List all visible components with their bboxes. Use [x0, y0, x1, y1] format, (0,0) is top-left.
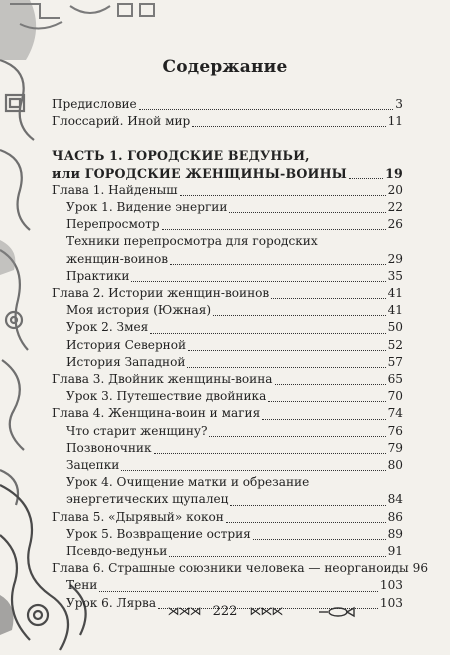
- footer-ornament-right-icon: ⋉⋉⋉: [249, 604, 283, 618]
- toc-entry-title-line-1: Техники перепросмотра для городских: [66, 234, 318, 249]
- dot-leader: [275, 383, 386, 385]
- dot-leader: [253, 538, 386, 540]
- dot-leader: [99, 590, 378, 592]
- toc-entry: [52, 371, 403, 388]
- page-number: 222: [212, 604, 238, 619]
- toc-entry: [52, 165, 403, 182]
- toc-entry-page: 52: [387, 337, 403, 352]
- dot-leader: [154, 452, 386, 454]
- table-of-contents: [52, 96, 429, 612]
- toc-entry-title: Глава 5. «Дырявый» кокон: [52, 509, 224, 524]
- spacer: [52, 130, 403, 147]
- toc-entry: [52, 251, 403, 268]
- toc-entry-page: 3: [395, 97, 403, 111]
- toc-entry-title: Тени: [66, 578, 98, 593]
- toc-entry-page: 103: [379, 578, 403, 593]
- toc-entry-title: Глава 4. Женщина-воин и магия: [52, 406, 261, 421]
- toc-entry-title: Предисловие: [52, 97, 137, 111]
- toc-entry-page: 35: [387, 268, 403, 283]
- toc-entry: [52, 268, 403, 285]
- toc-entry-page: 41: [387, 286, 403, 301]
- toc-entry-page: 65: [387, 372, 403, 387]
- toc-entry: [52, 113, 403, 130]
- toc-entry-title: Позвоночник: [66, 440, 152, 455]
- toc-entry-title: Моя история (Южная): [66, 303, 212, 318]
- toc-entry: [52, 577, 403, 594]
- toc-entry-title: История Северной: [66, 337, 187, 352]
- toc-entry: [52, 182, 403, 199]
- toc-entry-title: Глава 6. Страшные союзники человека — неорганоиды: [52, 561, 409, 576]
- dot-leader: [271, 297, 385, 299]
- toc-entry-title: Урок 2. Змея: [66, 320, 149, 335]
- toc-entry: [52, 405, 403, 422]
- toc-entry-title: Зацепки: [66, 458, 120, 473]
- toc-entry-page: 84: [387, 492, 403, 507]
- toc-entry-title-line-1: Урок 4. Очищение матки и обрезание: [66, 475, 310, 490]
- dot-leader: [121, 469, 385, 471]
- toc-entry-page: 19: [385, 165, 403, 181]
- toc-entry-page: 103: [379, 595, 403, 610]
- dot-leader: [139, 108, 394, 110]
- toc-entry-title: Урок 5. Возвращение острия: [66, 526, 251, 541]
- toc-entry-page: 70: [387, 389, 403, 404]
- toc-entry-title: женщин-воинов: [66, 251, 169, 266]
- toc-entry-title: Урок 3. Путешествие двойника: [66, 389, 267, 404]
- footer-ornament-left-icon: ⋊⋊⋊: [167, 604, 201, 618]
- toc-entry-page: 22: [387, 200, 403, 215]
- toc-entry-title: Перепросмотр: [66, 217, 160, 232]
- dot-leader: [187, 366, 385, 368]
- toc-entry: [52, 491, 403, 508]
- toc-entry-page: 80: [387, 458, 403, 473]
- toc-entry-page: 76: [387, 423, 403, 438]
- dot-leader: [170, 263, 386, 265]
- toc-entry-title: Псевдо-ведуньи: [66, 544, 168, 559]
- toc-entry-page: 57: [387, 354, 403, 369]
- toc-entry-title: Урок 6. Лярва: [66, 595, 157, 610]
- dot-leader: [162, 228, 386, 230]
- toc-entry: [52, 302, 403, 319]
- toc-entry: [52, 457, 403, 474]
- toc-entry-title: Глава 1. Найденыш: [52, 182, 178, 197]
- toc-entry-page: 11: [387, 114, 403, 129]
- toc-entry: [52, 285, 403, 302]
- toc-entry: [52, 423, 403, 440]
- toc-entry-title: Урок 1. Видение энергии: [66, 200, 228, 215]
- toc-entry: [52, 319, 403, 336]
- toc-entry: [52, 560, 429, 577]
- dot-leader: [268, 400, 385, 402]
- toc-entry-page: 26: [387, 217, 403, 232]
- dot-leader: [229, 211, 385, 213]
- dot-leader: [192, 125, 385, 127]
- toc-entry-title: Глава 2. Истории женщин-воинов: [52, 286, 270, 301]
- fish-ornament-icon: [318, 606, 356, 618]
- toc-entry-page: 41: [387, 303, 403, 318]
- toc-entry: [52, 526, 403, 543]
- toc-entry-title: Практики: [66, 268, 130, 283]
- dot-leader: [131, 280, 385, 282]
- page-title: Содержание: [162, 57, 288, 77]
- toc-entry: [52, 440, 403, 457]
- toc-entry-page: 96: [412, 561, 429, 576]
- toc-entry: [52, 337, 403, 354]
- toc-entry: [52, 96, 403, 113]
- toc-entry: [52, 199, 403, 216]
- toc-entry-page: 20: [387, 182, 403, 197]
- toc-entry-page: 91: [387, 544, 403, 559]
- dot-leader: [188, 349, 386, 351]
- page-footer: [0, 604, 450, 619]
- toc-entry-title: Что старит женщину?: [66, 423, 208, 438]
- toc-entry-page: 86: [387, 509, 403, 524]
- toc-entry-title: Глава 3. Двойник женщины-воина: [52, 372, 273, 387]
- toc-entry: [52, 543, 403, 560]
- toc-entry-title: История Западной: [66, 354, 186, 369]
- toc-entry-page: 50: [387, 320, 403, 335]
- toc-entry-title: Глоссарий. Иной мир: [52, 114, 191, 129]
- ornament-top-icon: [0, 0, 170, 40]
- dot-leader: [349, 177, 383, 179]
- dot-leader: [180, 194, 386, 196]
- toc-entry-title: энергетических щупалец: [66, 492, 229, 507]
- toc-entry-page: 74: [387, 406, 403, 421]
- toc-entry: [52, 509, 403, 526]
- toc-entry: [52, 388, 403, 405]
- dot-leader: [230, 504, 385, 506]
- dot-leader: [262, 418, 385, 420]
- toc-entry: [52, 216, 403, 233]
- part-heading-line-1: ЧАСТЬ 1. ГОРОДСКИЕ ВЕДУНЬИ,: [52, 148, 310, 164]
- toc-entry-page: 29: [387, 251, 403, 266]
- toc-entry: [52, 354, 403, 371]
- dot-leader: [150, 332, 385, 334]
- dot-leader: [169, 555, 385, 557]
- dot-leader: [226, 521, 386, 523]
- part-heading-line-2: или ГОРОДСКИЕ ЖЕНЩИНЫ-ВОИНЫ: [52, 165, 348, 181]
- dot-leader: [209, 435, 385, 437]
- dot-leader: [213, 314, 385, 316]
- part-heading: [52, 147, 403, 164]
- toc-entry-page: 79: [387, 440, 403, 455]
- toc-entry-page: 89: [387, 526, 403, 541]
